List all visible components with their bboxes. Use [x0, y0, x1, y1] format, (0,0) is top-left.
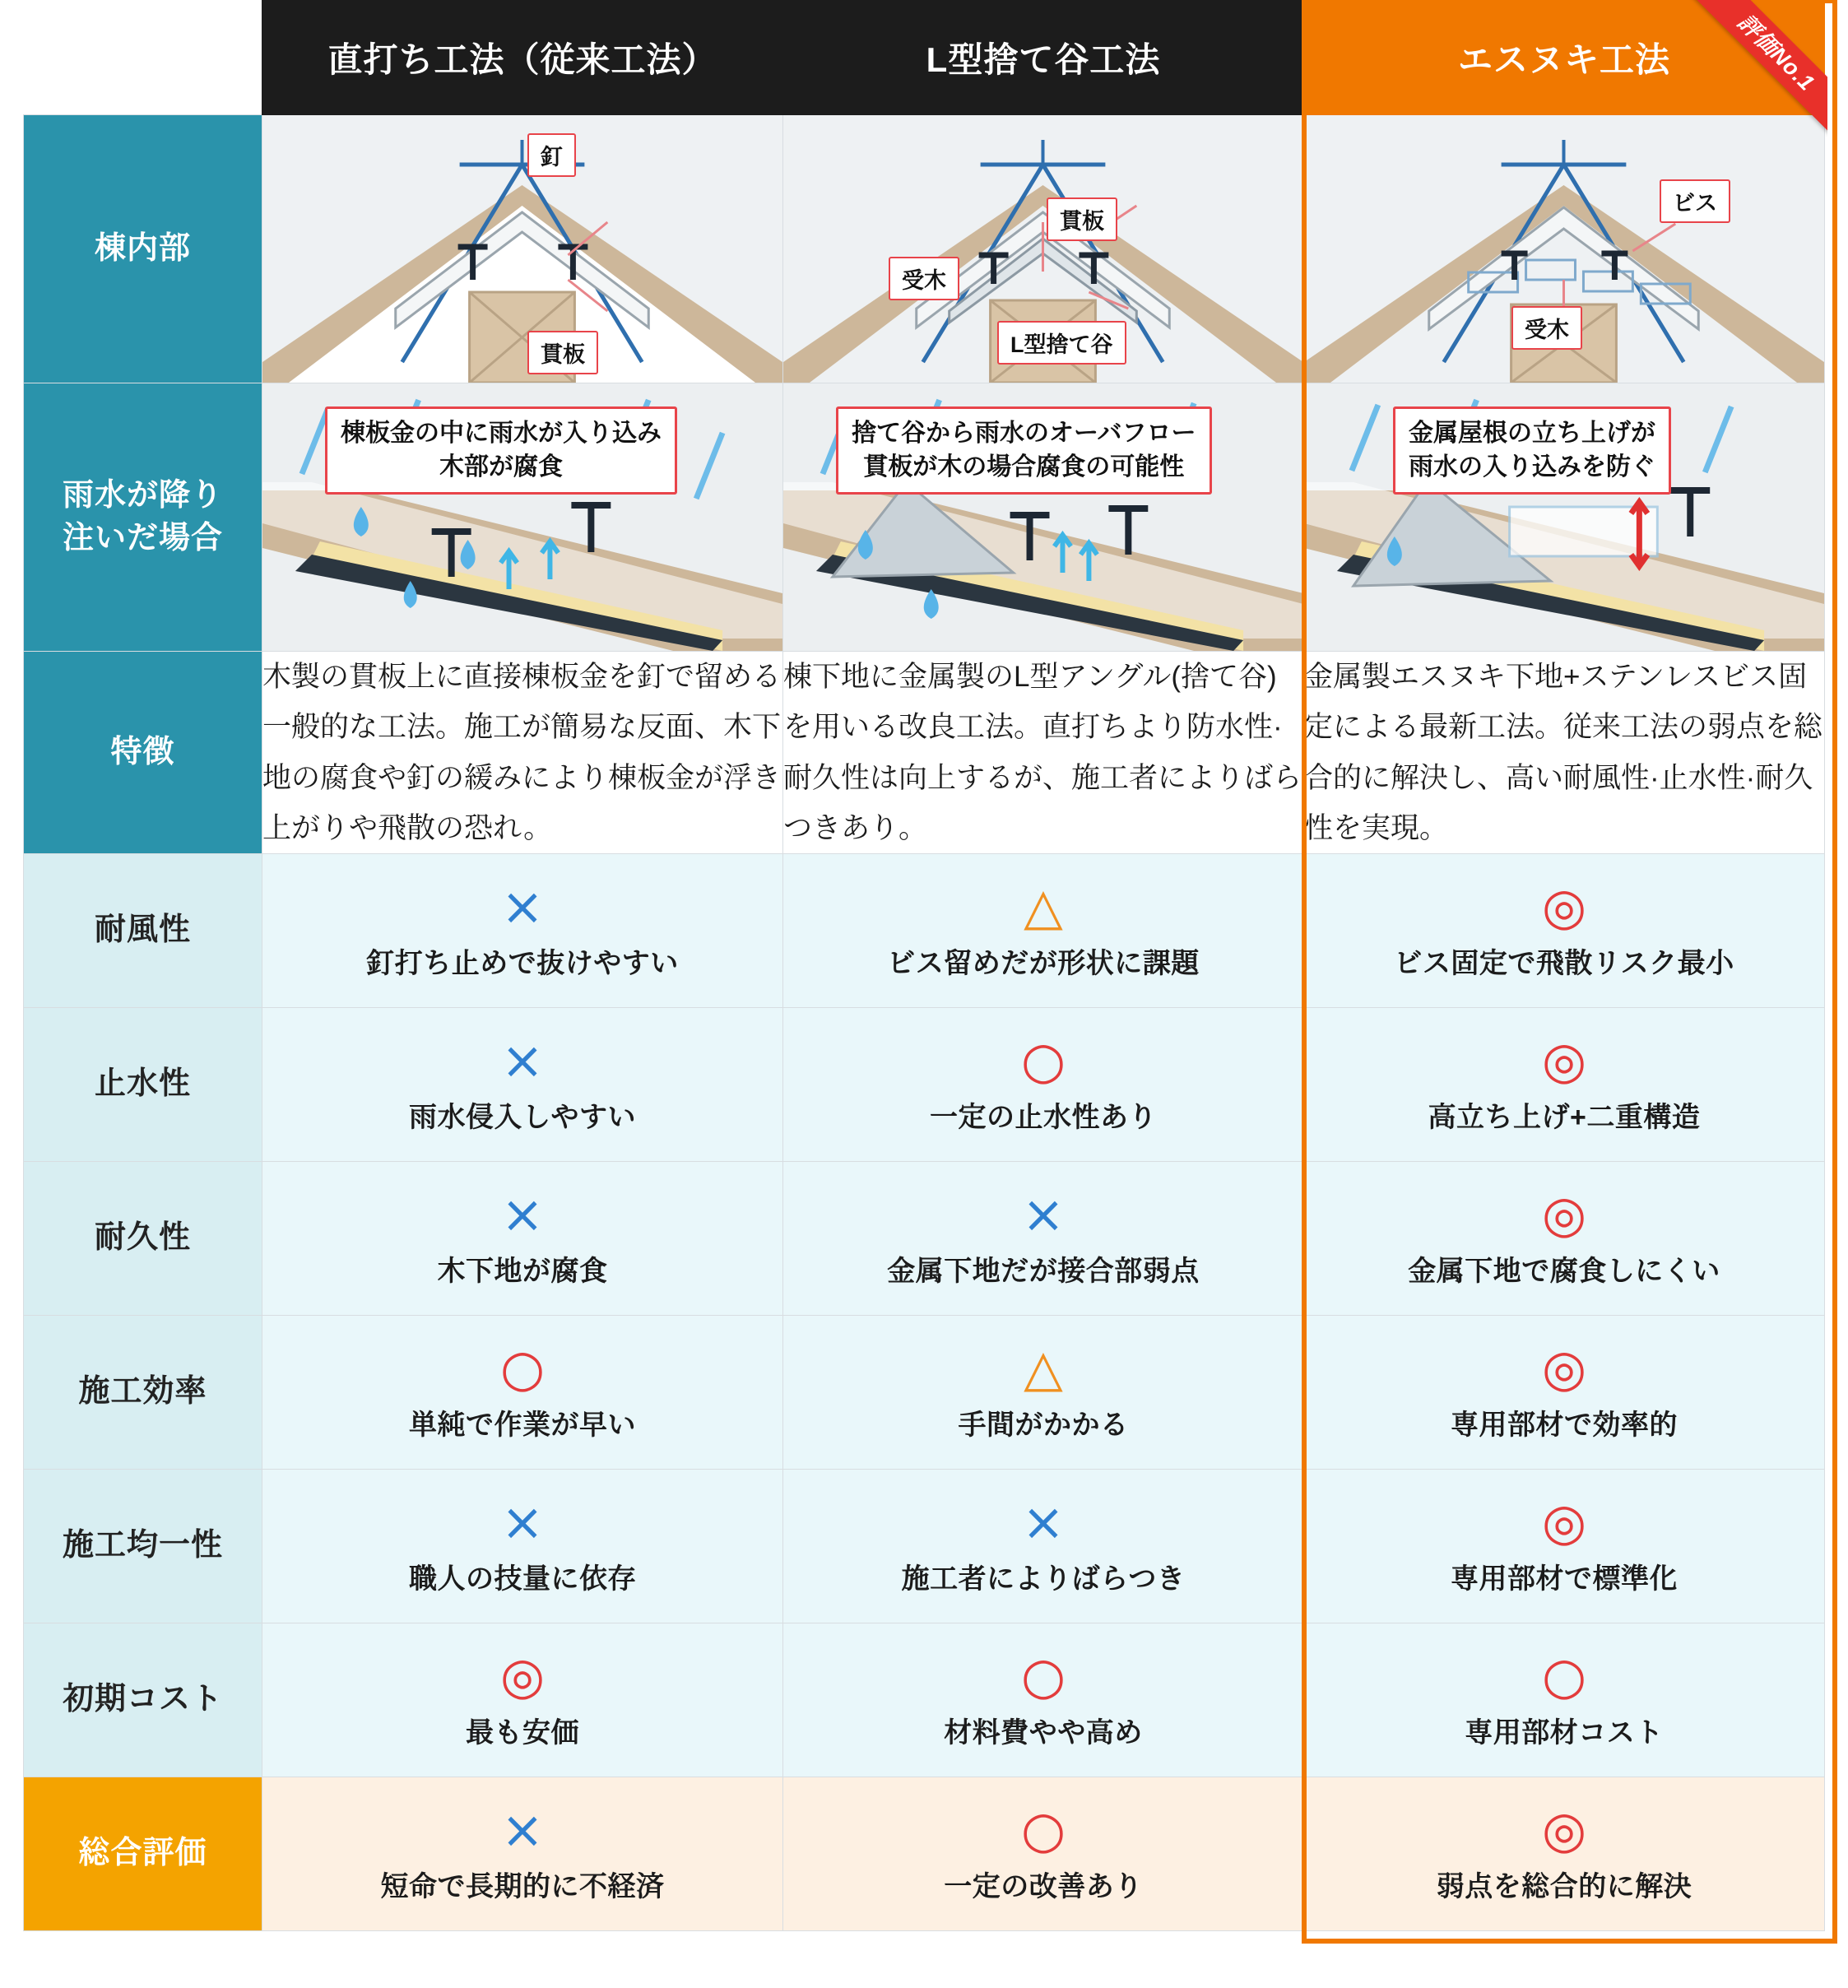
rating-label-4: 施工均一性	[24, 1470, 262, 1623]
rating-symbol-icon: ×	[1022, 1491, 1065, 1552]
rating-cell-4-0	[262, 1470, 783, 1623]
feature-text-2: 金属製エスヌキ下地+ステンレスビス固定による最新工法。従来工法の弱点を総合的に解決し、高い耐風性·止水性·耐久性を実現。	[1304, 652, 1825, 854]
rating-text: 施工者によりばらつき	[901, 1563, 1186, 1595]
row-inner-structure	[24, 115, 1825, 383]
column-header-0	[262, 1, 783, 115]
comparison-table	[23, 0, 1825, 1931]
rating-text: 材料費やや高め	[944, 1716, 1143, 1749]
tag-nukiita: 貫板	[1047, 197, 1117, 241]
rating-cell-4-2	[1304, 1470, 1825, 1623]
rating-cell-2-2	[1304, 1162, 1825, 1316]
rating-cell-4-1	[783, 1470, 1304, 1623]
rating-symbol-icon: △	[1024, 876, 1063, 936]
rating-text: 弱点を総合的に解決	[1436, 1870, 1692, 1902]
callout-rain-2: 金属屋根の立ち上げが 雨水の入り込みを防ぐ	[1393, 406, 1671, 495]
rating-cell-3-2	[1304, 1316, 1825, 1470]
row-label-text-line1: 雨水が降り	[62, 478, 223, 513]
rating-row-0	[24, 854, 1825, 1008]
tag-ukegi: 受木	[889, 257, 959, 300]
rating-symbol-icon: ○	[1020, 1799, 1066, 1860]
rating-row-5	[24, 1623, 1825, 1777]
callout-rain-1: 捨て谷から雨水のオーバフロー 貫板が木の場合腐食の可能性	[836, 406, 1212, 495]
best-rating-ribbon	[1666, 0, 1827, 159]
rating-symbol-icon: ×	[501, 1029, 544, 1090]
rating-row-1	[24, 1008, 1825, 1162]
rating-row-3	[24, 1316, 1825, 1470]
feature-text-0: 木製の貫板上に直接棟板金を釘で留める一般的な工法。施工が簡易な反面、木下地の腐食や釘の緩みにより棟板金が浮き上がりや飛散の恐れ。	[262, 652, 783, 854]
rating-text: 専用部材コスト	[1465, 1716, 1664, 1749]
rating-cell-1-0	[262, 1008, 783, 1162]
rating-cell-6-2	[1304, 1777, 1825, 1931]
rating-symbol-icon: ◎	[1541, 1799, 1587, 1860]
ribbon-label: 評価No.1	[1676, 0, 1827, 153]
row-label-rain	[24, 383, 262, 652]
rating-text: ビス固定で飛散リスク最小	[1394, 947, 1734, 979]
header-corner-blank	[24, 1, 262, 115]
rating-row-4	[24, 1470, 1825, 1623]
rating-text: 金属下地で腐食しにくい	[1408, 1255, 1720, 1287]
diagram-rain-0	[262, 383, 783, 652]
rating-label-5: 初期コスト	[24, 1623, 262, 1777]
row-label-text: 棟内部	[94, 230, 191, 266]
rating-symbol-icon: ×	[501, 1183, 544, 1244]
rating-label-3: 施工効率	[24, 1316, 262, 1470]
rating-cell-2-1	[783, 1162, 1304, 1316]
rating-text: 単純で作業が早い	[409, 1409, 636, 1441]
rating-text: 一定の改善あり	[944, 1870, 1143, 1902]
rating-symbol-icon: ◎	[499, 1645, 546, 1706]
roof-ridge-illustration	[262, 115, 782, 383]
rating-cell-3-0	[262, 1316, 783, 1470]
rating-text: 専用部材で標準化	[1451, 1563, 1678, 1595]
rating-cell-1-2	[1304, 1008, 1825, 1162]
rating-cell-0-2	[1304, 854, 1825, 1008]
rating-symbol-icon: ×	[501, 876, 544, 936]
rating-text: 専用部材で効率的	[1451, 1409, 1678, 1441]
rating-symbol-icon: ○	[1020, 1645, 1066, 1706]
rating-cell-0-1	[783, 854, 1304, 1008]
rating-text: 釘打ち止めで抜けやすい	[366, 947, 679, 979]
row-rain	[24, 383, 1825, 652]
diagram-inner-0	[262, 115, 783, 383]
rating-symbol-icon: ◎	[1541, 1029, 1587, 1090]
diagram-rain-2	[1304, 383, 1825, 652]
table-header-row	[24, 1, 1825, 115]
rating-symbol-icon: ○	[499, 1337, 546, 1398]
rating-text: 最も安価	[466, 1716, 579, 1749]
rating-cell-2-0	[262, 1162, 783, 1316]
column-header-1	[783, 1, 1304, 115]
rating-label-6: 総合評価	[24, 1777, 262, 1931]
rating-symbol-icon: ◎	[1541, 876, 1587, 936]
rating-cell-1-1	[783, 1008, 1304, 1162]
diagram-rain-1	[783, 383, 1304, 652]
rating-label-0: 耐風性	[24, 854, 262, 1008]
rating-symbol-icon: ×	[501, 1799, 544, 1860]
tag-nukiita: 貫板	[527, 331, 598, 374]
tag-nail: 釘	[527, 133, 576, 177]
rating-cell-5-1	[783, 1623, 1304, 1777]
rating-cell-6-0	[262, 1777, 783, 1931]
column-header-label: L型捨て谷工法	[926, 40, 1161, 79]
rating-cell-6-1	[783, 1777, 1304, 1931]
rating-text: 短命で長期的に不経済	[380, 1870, 665, 1902]
row-feature	[24, 652, 1825, 854]
rating-symbol-icon: ○	[1020, 1029, 1066, 1090]
rating-text: 木下地が腐食	[437, 1255, 608, 1287]
column-header-2	[1304, 1, 1825, 115]
rating-symbol-icon: ×	[501, 1491, 544, 1552]
rating-cell-5-2	[1304, 1623, 1825, 1777]
rating-label-2: 耐久性	[24, 1162, 262, 1316]
feature-text-1: 棟下地に金属製のL型アングル(捨て谷)を用いる改良工法。直打ちより防水性·耐久性は向上するが、施工者によりばらつきあり。	[783, 652, 1304, 854]
rating-symbol-icon: ◎	[1541, 1491, 1587, 1552]
rating-text: 金属下地だが接合部弱点	[887, 1255, 1200, 1287]
rating-text: 一定の止水性あり	[930, 1101, 1157, 1133]
rating-cell-0-0	[262, 854, 783, 1008]
rating-text: ビス留めだが形状に課題	[887, 947, 1200, 979]
rating-cell-5-0	[262, 1623, 783, 1777]
rating-cell-3-1	[783, 1316, 1304, 1470]
tag-screw: ビス	[1660, 179, 1730, 223]
rating-symbol-icon: ×	[1022, 1183, 1065, 1244]
rating-row-2	[24, 1162, 1825, 1316]
rating-row-6	[24, 1777, 1825, 1931]
row-label-text: 特徴	[110, 734, 175, 769]
rating-symbol-icon: ◎	[1541, 1337, 1587, 1398]
tag-ukegi: 受木	[1511, 306, 1582, 350]
rating-label-1: 止水性	[24, 1008, 262, 1162]
rating-text: 手間がかかる	[958, 1409, 1129, 1441]
rating-text: 職人の技量に依存	[409, 1563, 636, 1595]
tag-l-gutter: L型捨て谷	[997, 321, 1126, 365]
column-header-label: 直打ち工法（従来工法）	[327, 40, 717, 79]
diagram-inner-1	[783, 115, 1304, 383]
rating-symbol-icon: ◎	[1541, 1183, 1587, 1244]
rating-symbol-icon: ○	[1541, 1645, 1587, 1706]
rating-text: 雨水侵入しやすい	[409, 1101, 636, 1133]
rating-text: 高立ち上げ+二重構造	[1428, 1101, 1701, 1133]
callout-rain-0: 棟板金の中に雨水が入り込み 木部が腐食	[325, 406, 677, 495]
row-label-text-line2: 注いだ場合	[62, 520, 223, 555]
rating-symbol-icon: △	[1024, 1337, 1063, 1398]
row-label-feature	[24, 652, 262, 854]
column-header-label: エスヌキ工法	[1457, 40, 1670, 79]
row-label-inner	[24, 115, 262, 383]
